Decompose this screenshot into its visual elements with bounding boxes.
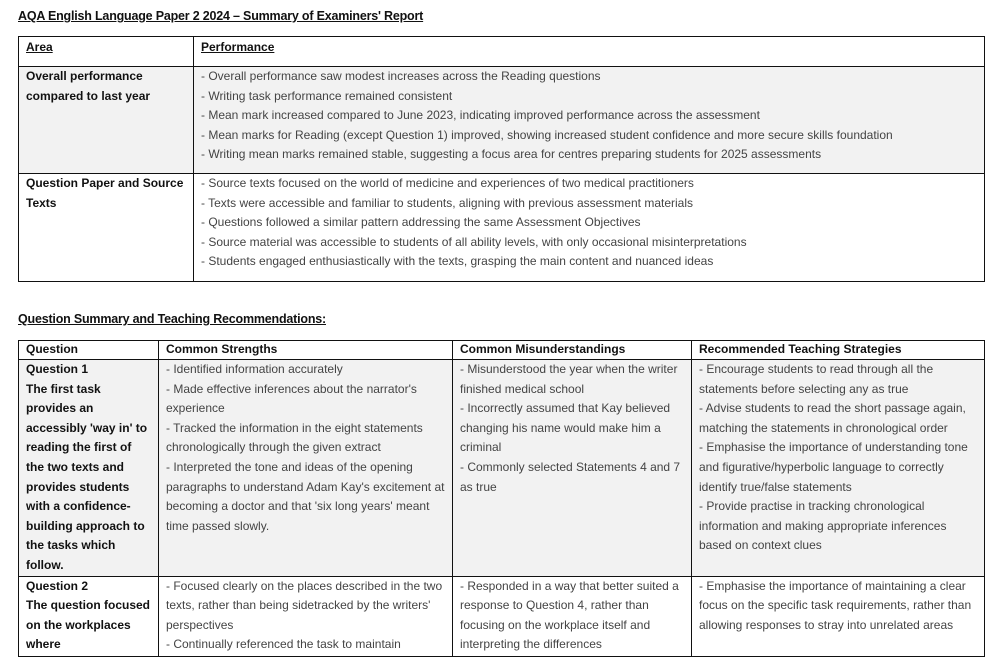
list-item: - Identified information accurately [166,362,343,376]
question-label: Question 1 [26,362,89,376]
question-label: Question 2 [26,578,89,593]
strategies-cell [692,576,985,656]
header-performance: Performance [194,37,985,67]
section-title: Question Summary and Teaching Recommendations: [18,312,326,326]
misunderstandings-cell [453,576,692,656]
list-item: - Emphasise the importance of understanding tone and figurative/hyperbolic language to correctly identify true/false statements [699,440,968,494]
list-item: - Texts were accessible and familiar to students, aligning with previous assessment materials [201,195,693,210]
strengths-cell [159,576,453,656]
performance-cell [194,67,985,174]
misunderstandings-cell [453,360,692,577]
header-misunderstandings: Common Misunderstandings [453,341,692,360]
table-row [19,360,985,577]
performance-cell [194,174,985,282]
list-item: - Encourage students to read through all the statements before selecting any as true [699,362,934,396]
list-item: - Source texts focused on the world of medicine and experiences of two medical practitioners [201,176,694,190]
list-item: - Interpreted the tone and ideas of the opening paragraphs to understand Adam Kay's excitement at becoming a doctor and that 'six long years' meant time passed slowly. [166,459,445,533]
list-item: - Questions followed a similar pattern addressing the same Assessment Objectives [201,215,641,230]
list-item: - Overall performance saw modest increases across the Reading questions [201,69,601,83]
table-row [19,174,985,282]
area-label: Question Paper and Source Texts [19,174,194,282]
list-item: - Writing mean marks remained stable, suggesting a focus area for centres preparing students for 2025 assessments [201,147,822,162]
table-header-row [19,341,985,360]
list-item: - Commonly selected Statements 4 and 7 as true [460,459,681,494]
list-item: - Provide practise in tracking chronological information and making appropriate inferences based on context clues [699,499,947,553]
header-area: Area [19,37,194,67]
list-item: - Students engaged enthusiastically with the texts, grasping the main content and nuanced ideas [201,254,714,269]
performance-table [18,36,985,282]
header-strategies: Recommended Teaching Strategies [692,341,985,360]
list-item: - Tracked the information in the eight statements chronologically through the given extract [166,420,423,455]
list-item: - Mean mark increased compared to June 2023, indicating improved performance across the assessment [201,108,760,123]
strategies-cell [692,360,985,577]
area-label: Overall performance compared to last year [19,67,194,174]
document-title: AQA English Language Paper 2 2024 – Summary of Examiners' Report [18,9,424,23]
table-header-row [19,37,985,67]
question-cell [19,360,159,577]
list-item: - Misunderstood the year when the writer finished medical school [460,362,678,396]
list-item: - Source material was accessible to students of all ability levels, with only occasional misinterpretations [201,234,747,249]
list-item: - Focused clearly on the places described in the two texts, rather than being sidetracked by the writers' perspectives [166,578,443,632]
list-item: - Emphasise the importance of maintaining a clear focus on the specific task requirements, rather than allowing responses to stray into unrelated areas [699,578,972,632]
question-description: The question focused on the workplaces where [26,598,151,652]
list-item: - Responded in a way that better suited a response to Question 4, rather than focusing on the workplace itself and interpreting the differences [460,578,679,652]
list-item: - Made effective inferences about the narrator's experience [166,381,417,416]
question-description: The first task provides an accessibly 'way in' to reading the first of the two texts and provides students with a confidence-building approach to the tasks which follow. [26,381,148,572]
strengths-cell [159,360,453,577]
question-table [18,340,985,657]
list-item: - Advise students to read the short passage again, matching the statements in chronological order [699,401,966,435]
header-strengths: Common Strengths [159,341,453,360]
list-item: - Incorrectly assumed that Kay believed changing his name would make him a criminal [460,401,671,455]
list-item: - Mean marks for Reading (except Question 1) improved, showing increased student confidence and more secure skills foundation [201,127,893,142]
list-item: - Writing task performance remained consistent [201,88,453,103]
table-row [19,67,985,174]
table-row [19,576,985,656]
header-question: Question [19,341,159,360]
list-item: - Continually referenced the task to maintain [166,637,401,652]
question-cell [19,576,159,656]
